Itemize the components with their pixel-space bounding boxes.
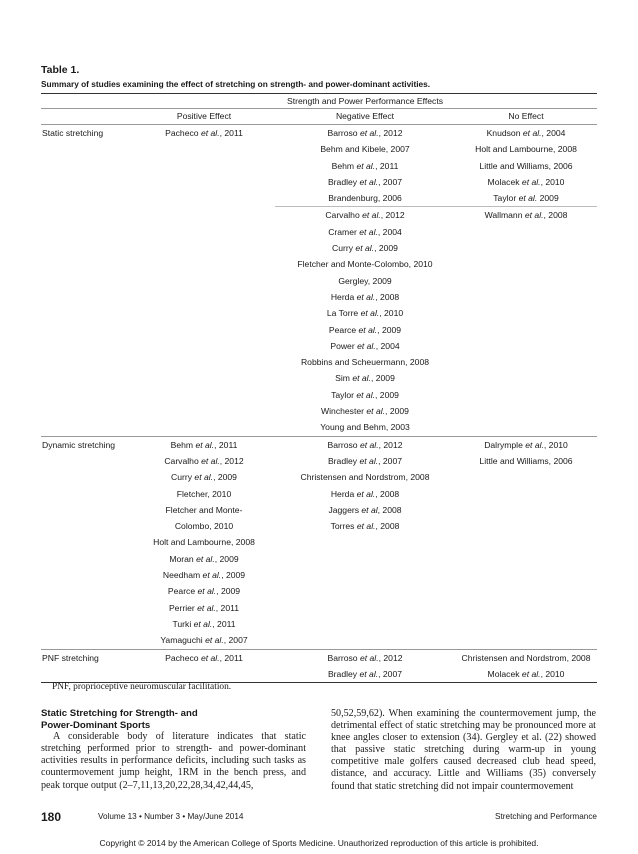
body-paragraph: A considerable body of literature indicates that static stretching performed prior to strength- and power-dominant activities results in performance deficits, including such tasks as countermovement jump height, 1RM in the bench press, and peak torque output (2–7,11,13,20,22,28,34,42,44,45, bbox=[41, 731, 306, 791]
none-cell: Knudson et al., 2004 Holt and Lambourne, 2008 Little and Williams, 2006 Molacek et al., 2010 Taylor et al. 2009 bbox=[455, 125, 597, 207]
copyright-notice: Copyright © 2014 by the American College of Sports Medicine. Unauthorized reproduction of this article is prohibited. bbox=[99, 838, 539, 848]
negative-cell: Barroso et al., 2012 Bradley et al., 2007 bbox=[275, 649, 455, 683]
body-column-left bbox=[41, 708, 306, 792]
col-header-none: No Effect bbox=[455, 109, 597, 125]
category-label: PNF stretching bbox=[41, 649, 133, 683]
table-row bbox=[41, 649, 597, 683]
negative-cell: Barroso et al., 2012 Behm and Kibele, 2007 Behm et al., 2011 Bradley et al., 2007 Brandenburg, 2006 bbox=[275, 125, 455, 207]
body-paragraph: 50,52,59,62). When examining the countermovement jump, the detrimental effect of static stretching may be pronounced more at knee angles closer to extension (34). Gergley et al. (22) showed that passive static stretching during warm-up in young competitive male golfers caused decreased club head speed, distance, and accuracy. Little and Williams (35) conversely found that static stretching did not impair countermovement bbox=[331, 708, 596, 792]
table-caption: Summary of studies examining the effect of stretching on strength- and power-dominant activities. bbox=[41, 79, 431, 89]
super-header: Strength and Power Performance Effects bbox=[133, 94, 597, 109]
col-header-negative: Negative Effect bbox=[275, 109, 455, 125]
page-number: 180 bbox=[41, 810, 62, 824]
table-row bbox=[41, 207, 597, 436]
journal-name: Stretching and Performance bbox=[495, 812, 597, 821]
none-cell: Wallmann et al., 2008 bbox=[455, 207, 597, 436]
category-label: Dynamic stretching bbox=[41, 436, 133, 649]
col-header-positive: Positive Effect bbox=[133, 109, 275, 125]
table-footnote: PNF, proprioceptive neuromuscular facilitation. bbox=[52, 682, 232, 692]
positive-cell: Behm et al., 2011 Carvalho et al., 2012 Curry et al., 2009 Fletcher, 2010 Fletcher and Monte- Colombo, 2010 Holt and Lambourne, 2008 Moran et al., 2009 Needham et al., 2009 Pearce et al., 2009 Perrier et al., 2011 Turki et al., 2011 Yamaguchi et al., 2007 bbox=[133, 436, 275, 649]
studies-table bbox=[41, 93, 597, 683]
table-row bbox=[41, 125, 597, 207]
body-column-right bbox=[331, 708, 596, 793]
positive-cell: Pacheco et al., 2011 bbox=[165, 128, 243, 138]
section-heading: Static Stretching for Strength- and Power-Dominant Sports bbox=[41, 708, 198, 731]
table-title: Table 1. bbox=[41, 64, 80, 76]
negative-cell: Carvalho et al., 2012 Cramer et al., 2004 Curry et al., 2009 Fletcher and Monte-Colombo, 2010 Gergley, 2009 Herda et al., 2008 La Torre et al., 2010 Pearce et al., 2009 Power et al., 2004 Robbins and Scheuermann, 2008 Sim et al., 2009 Taylor et al., 2009 Winchester et al., 2009 Young and Behm, 2003 bbox=[275, 207, 455, 436]
none-cell: Christensen and Nordstrom, 2008 Molacek et al., 2010 bbox=[455, 649, 597, 683]
volume-info: Volume 13 • Number 3 • May/June 2014 bbox=[98, 812, 244, 821]
positive-cell: Pacheco et al., 2011 bbox=[133, 649, 275, 683]
category-label: Static stretching bbox=[42, 128, 104, 138]
table-row bbox=[41, 436, 597, 649]
negative-cell: Barroso et al., 2012 Bradley et al., 2007 Christensen and Nordstrom, 2008 Herda et al., 2008 Jaggers et al, 2008 Torres et al., 2008 bbox=[275, 436, 455, 649]
none-cell: Dalrymple et al., 2010 Little and Williams, 2006 bbox=[455, 436, 597, 649]
